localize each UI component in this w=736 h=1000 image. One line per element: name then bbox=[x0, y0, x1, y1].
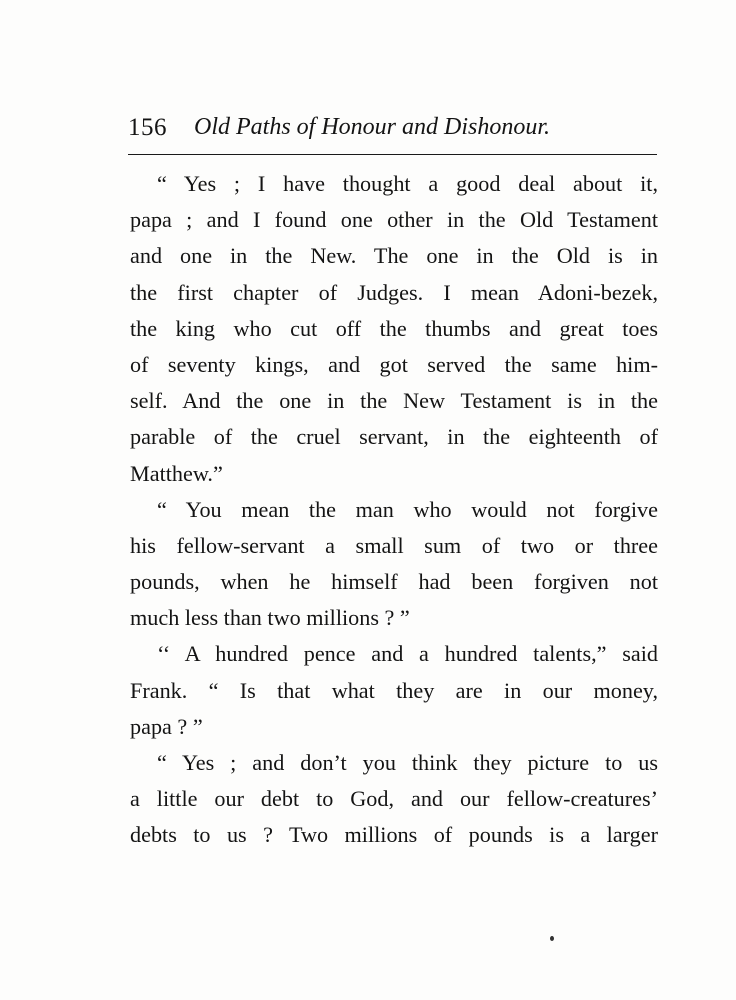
paragraph bbox=[130, 166, 658, 492]
text-line: of seventy kings, and got served the same him- bbox=[130, 351, 658, 377]
text-line: a little our debt to God, and our fellow-creatures’ bbox=[130, 786, 658, 812]
text-line: debts to us ? Two millions of pounds is a larger bbox=[130, 822, 658, 848]
page-number: 156 bbox=[128, 114, 167, 141]
running-header bbox=[128, 114, 658, 150]
text-line: papa ? ” bbox=[130, 713, 203, 739]
text-line: Frank. “ Is that what they are in our money, bbox=[130, 677, 658, 703]
text-line: “ Yes ; I have thought a good deal about it, bbox=[157, 171, 658, 196]
header-rule bbox=[128, 154, 657, 155]
paragraph bbox=[130, 492, 658, 637]
paragraph bbox=[130, 636, 658, 745]
text-line: the first chapter of Judges. I mean Adoni-bezek, bbox=[130, 279, 658, 305]
running-title: Old Paths of Honour and Dishonour. bbox=[194, 114, 551, 140]
text-line: his fellow-servant a small sum of two or three bbox=[130, 532, 658, 558]
text-line: papa ; and I found one other in the Old Testament bbox=[130, 207, 658, 233]
text-line: the king who cut off the thumbs and great toes bbox=[130, 315, 658, 341]
body-text bbox=[130, 166, 658, 854]
text-line: parable of the cruel servant, in the eighteenth of bbox=[130, 424, 658, 450]
text-line: and one in the New. The one in the Old is in bbox=[130, 243, 658, 269]
text-line: Matthew.” bbox=[130, 460, 223, 486]
text-line: pounds, when he himself had been forgiven not bbox=[130, 569, 658, 595]
ink-speck bbox=[550, 936, 554, 941]
paragraph bbox=[130, 745, 658, 854]
text-line: self. And the one in the New Testament is in the bbox=[130, 388, 658, 414]
text-line: much less than two millions ? ” bbox=[130, 605, 410, 631]
text-line: “ Yes ; and don’t you think they picture to us bbox=[157, 750, 658, 775]
text-line: “ You mean the man who would not forgive bbox=[157, 496, 658, 522]
text-line: ‘‘ A hundred pence and a hundred talents,” said bbox=[157, 641, 658, 667]
